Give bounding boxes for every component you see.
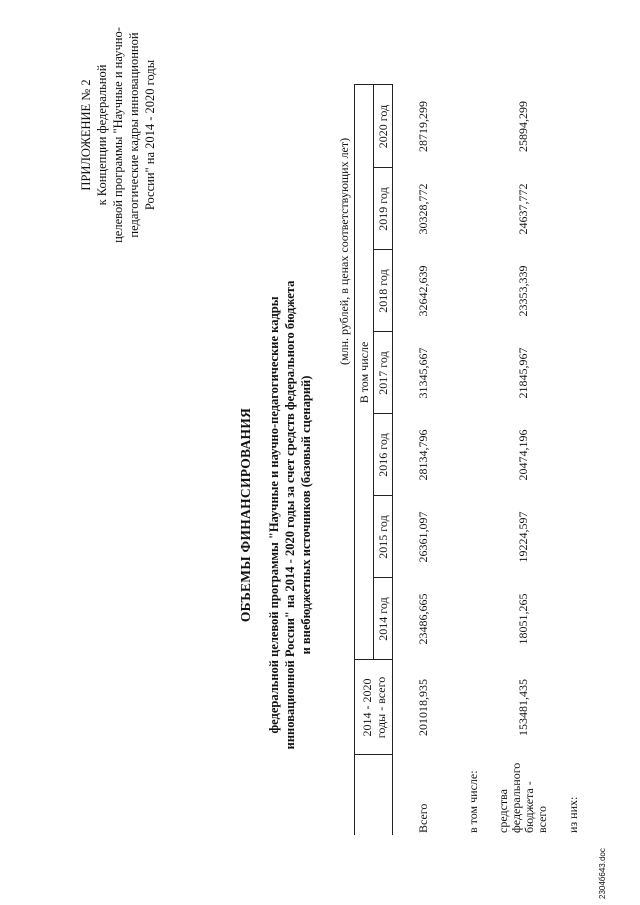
row-label-federal-line: средства	[496, 788, 510, 833]
row-label-of-which: из них:	[565, 796, 580, 833]
appendix-line: педагогические кадры инновационной	[127, 32, 141, 238]
page-subtitle	[266, 185, 314, 845]
header-blank-cell	[355, 755, 393, 835]
subtitle-line: и внебюджетных источников (базовый сценарий)	[299, 375, 313, 655]
header-year: 2016 год	[374, 414, 393, 496]
cell-value: 21845,967	[515, 347, 530, 399]
header-total-line1: 2014 - 2020	[359, 678, 374, 737]
appendix-line: к Концепции федеральной	[95, 64, 109, 206]
header-year: 2017 год	[374, 332, 393, 414]
header-year: 2014 год	[374, 578, 393, 660]
cell-value: 25894,299	[515, 101, 530, 152]
subtitle-line: инновационной России" на 2014 - 2020 годы за счет средств федерального бюджета	[283, 280, 297, 750]
table-row-federal	[493, 85, 553, 835]
cell-value: 28719,299	[415, 101, 430, 152]
appendix-note	[78, 5, 158, 265]
cell-value: 24637,772	[515, 183, 530, 235]
document-code: 2304б643.doc	[598, 848, 607, 899]
header-year: 2019 год	[374, 168, 393, 250]
header-including: В том числе	[355, 85, 374, 660]
cell-value: 28134,796	[415, 429, 430, 481]
cell-value: 153481,435	[515, 679, 530, 736]
cell-value: 23353,339	[515, 265, 530, 317]
subtitle-line: федеральной целевой программы "Научные и научно-педагогические кадры	[267, 296, 281, 734]
cell-value: 20474,196	[515, 429, 530, 481]
header-year: 2015 год	[374, 496, 393, 578]
row-label-federal-line: бюджета - всего	[522, 781, 549, 833]
row-label-total: Всего	[415, 803, 430, 833]
cell-value: 30328,772	[415, 183, 430, 235]
header-total-line2: годы - всего	[373, 676, 388, 739]
cell-value: 31345,667	[415, 347, 430, 399]
cell-value: 19224,597	[515, 511, 530, 563]
appendix-line: целевой программы "Научные и научно-	[111, 27, 125, 243]
header-year: 2018 год	[374, 250, 393, 332]
appendix-line: ПРИЛОЖЕНИЕ № 2	[79, 79, 93, 191]
page-title: ОБЪЕМЫ ФИНАНСИРОВАНИЯ	[238, 407, 253, 623]
appendix-line: России" на 2014 - 2020 годы	[143, 59, 157, 211]
cell-value: 32642,639	[415, 265, 430, 317]
header-total-period	[355, 660, 393, 755]
table-row-total	[393, 85, 454, 835]
table-row-of-which	[553, 85, 593, 835]
financing-table	[354, 85, 593, 836]
row-label-federal	[493, 755, 553, 835]
row-label-including: в том числе:	[465, 770, 480, 833]
cell-value: 201018,935	[415, 679, 430, 736]
row-label-federal-line: федерального	[509, 762, 523, 833]
units-note: (млн. рублей, в ценах соответствующих лет)	[337, 137, 351, 365]
table-row-including	[453, 85, 493, 835]
cell-value: 23486,665	[415, 593, 430, 645]
cell-value: 26361,097	[415, 511, 430, 563]
header-year: 2020 год	[374, 85, 393, 168]
cell-value: 18051,265	[515, 593, 530, 645]
